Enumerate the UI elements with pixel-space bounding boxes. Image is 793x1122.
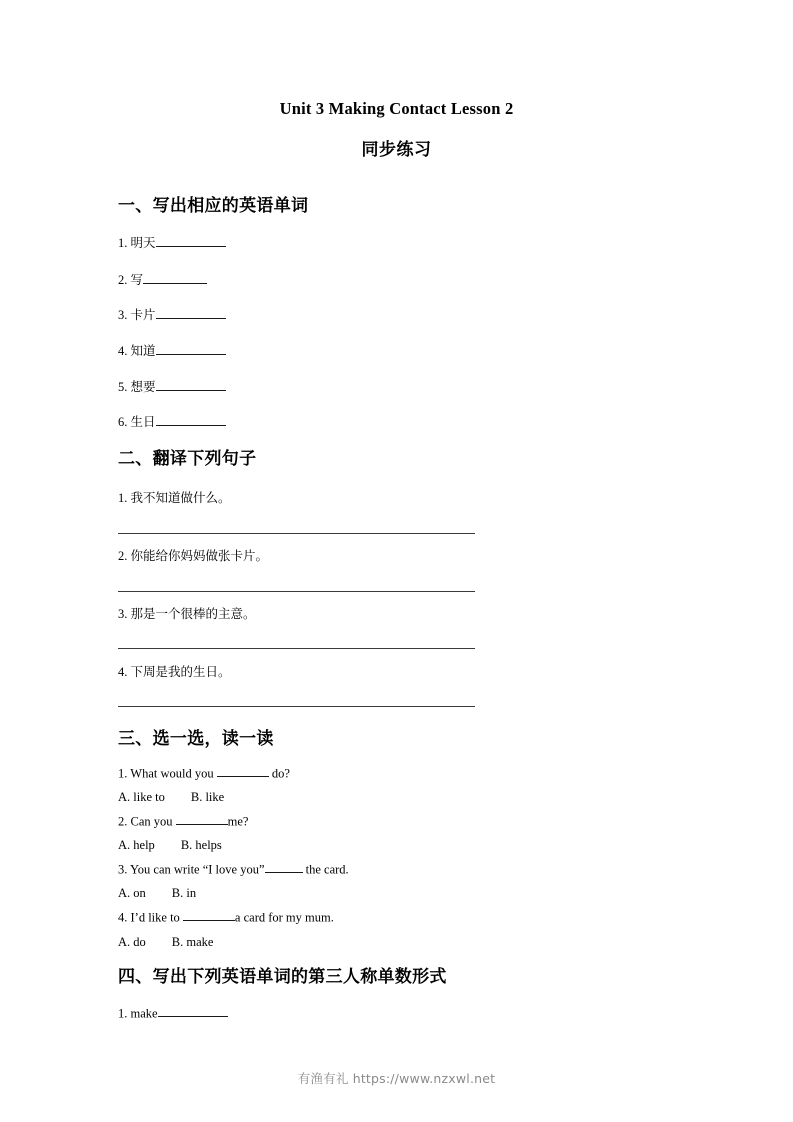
choice-options-4: [118, 935, 213, 950]
vocab-item-2-label: 写: [130, 272, 144, 287]
vocab-item-3-label: 卡片: [130, 307, 156, 322]
choice-option-1a[interactable]: A. like to: [118, 790, 165, 804]
vocab-item-6-number: 6.: [118, 415, 128, 429]
third-person-item-1-blank[interactable]: [158, 1006, 228, 1017]
choice-option-4a[interactable]: A. do: [118, 935, 146, 949]
third-person-item-1-number: 1.: [118, 1006, 128, 1021]
choice-question-3: [118, 862, 349, 877]
section-heading-4: 四、写出下列英语单词的第三人称单数形式: [118, 967, 447, 986]
vocab-item-3-number: 3.: [118, 308, 128, 322]
vocab-item-4: [118, 343, 226, 359]
choice-question-1-prompt-after: do?: [268, 766, 290, 781]
vocab-item-4-blank[interactable]: [156, 344, 226, 355]
choice-question-1-prompt-before: 1. What would you: [118, 766, 217, 781]
vocab-item-6-label: 生日: [130, 414, 156, 429]
translate-item-4-number: 4.: [118, 665, 128, 679]
choice-question-1-blank[interactable]: [217, 766, 269, 777]
translate-item-3: [118, 606, 256, 622]
translate-item-3-number: 3.: [118, 607, 128, 621]
vocab-item-2-number: 2.: [118, 273, 128, 287]
vocab-item-3: [118, 307, 226, 323]
vocab-item-4-number: 4.: [118, 344, 128, 358]
choice-question-4-prompt-after: a card for my mum.: [234, 910, 334, 925]
translate-answer-line-3[interactable]: [118, 648, 475, 649]
translate-item-2-text: 你能给你妈妈做张卡片。: [130, 548, 269, 563]
third-person-item-1: [118, 1006, 228, 1021]
third-person-item-1-word: make: [130, 1006, 158, 1021]
vocab-item-6-blank[interactable]: [156, 415, 226, 426]
vocab-item-1-blank[interactable]: [156, 236, 226, 247]
vocab-item-3-blank[interactable]: [156, 308, 226, 319]
vocab-item-2: [118, 272, 207, 288]
section-heading-2: 二、翻译下列句子: [118, 449, 257, 468]
choice-question-3-blank[interactable]: [265, 862, 303, 873]
vocab-item-4-label: 知道: [130, 343, 156, 358]
vocab-item-2-blank[interactable]: [143, 273, 207, 284]
vocab-item-1: [118, 235, 226, 251]
translate-item-4: [118, 664, 231, 680]
vocab-item-1-number: 1.: [118, 236, 128, 250]
translate-answer-line-1[interactable]: [118, 533, 475, 534]
choice-question-3-prompt-after: the card.: [302, 862, 349, 877]
translate-answer-line-4[interactable]: [118, 706, 475, 707]
choice-question-2: [118, 814, 248, 829]
choice-question-2-prompt-after: me?: [227, 814, 249, 829]
choice-question-4-prompt-before: 4. I’d like to: [118, 910, 183, 925]
choice-question-4-blank[interactable]: [183, 910, 235, 921]
translate-item-1-text: 我不知道做什么。: [130, 490, 231, 505]
translate-item-4-text: 下周是我的生日。: [130, 664, 231, 679]
choice-options-3: [118, 886, 196, 901]
choice-option-2b[interactable]: B. helps: [180, 838, 222, 852]
choice-option-3b[interactable]: B. in: [171, 886, 197, 900]
vocab-item-5: [118, 379, 226, 395]
choice-question-3-prompt-before: 3. You can write “I love you”: [118, 862, 265, 877]
choice-option-4b[interactable]: B. make: [171, 935, 214, 949]
translate-answer-line-2[interactable]: [118, 591, 475, 592]
vocab-item-1-label: 明天: [130, 235, 156, 250]
page-subtitle: 同步练习: [361, 140, 432, 159]
choice-option-2a[interactable]: A. help: [118, 838, 155, 852]
footer-watermark: 有渔有礼 https://www.nzxwl.net: [297, 1071, 496, 1086]
translate-item-1-number: 1.: [118, 491, 128, 505]
vocab-item-5-number: 5.: [118, 380, 128, 394]
vocab-item-5-blank[interactable]: [156, 380, 226, 391]
translate-item-2-number: 2.: [118, 549, 128, 563]
choice-option-1b[interactable]: B. like: [190, 790, 225, 804]
vocab-item-5-label: 想要: [130, 379, 156, 394]
choice-question-2-blank[interactable]: [176, 814, 228, 825]
section-heading-1: 一、写出相应的英语单词: [118, 196, 309, 215]
choice-options-2: [118, 838, 222, 853]
page-title: Unit 3 Making Contact Lesson 2: [279, 99, 514, 118]
translate-item-1: [118, 490, 231, 506]
choice-question-2-prompt-before: 2. Can you: [118, 814, 176, 829]
translate-item-3-text: 那是一个很棒的主意。: [130, 606, 256, 621]
translate-item-2: [118, 548, 268, 564]
choice-option-3a[interactable]: A. on: [118, 886, 146, 900]
choice-question-4: [118, 910, 334, 925]
vocab-item-6: [118, 414, 226, 430]
section-heading-3: 三、选一选，读一读: [118, 729, 274, 748]
choice-options-1: [118, 790, 224, 805]
choice-question-1: [118, 766, 290, 781]
